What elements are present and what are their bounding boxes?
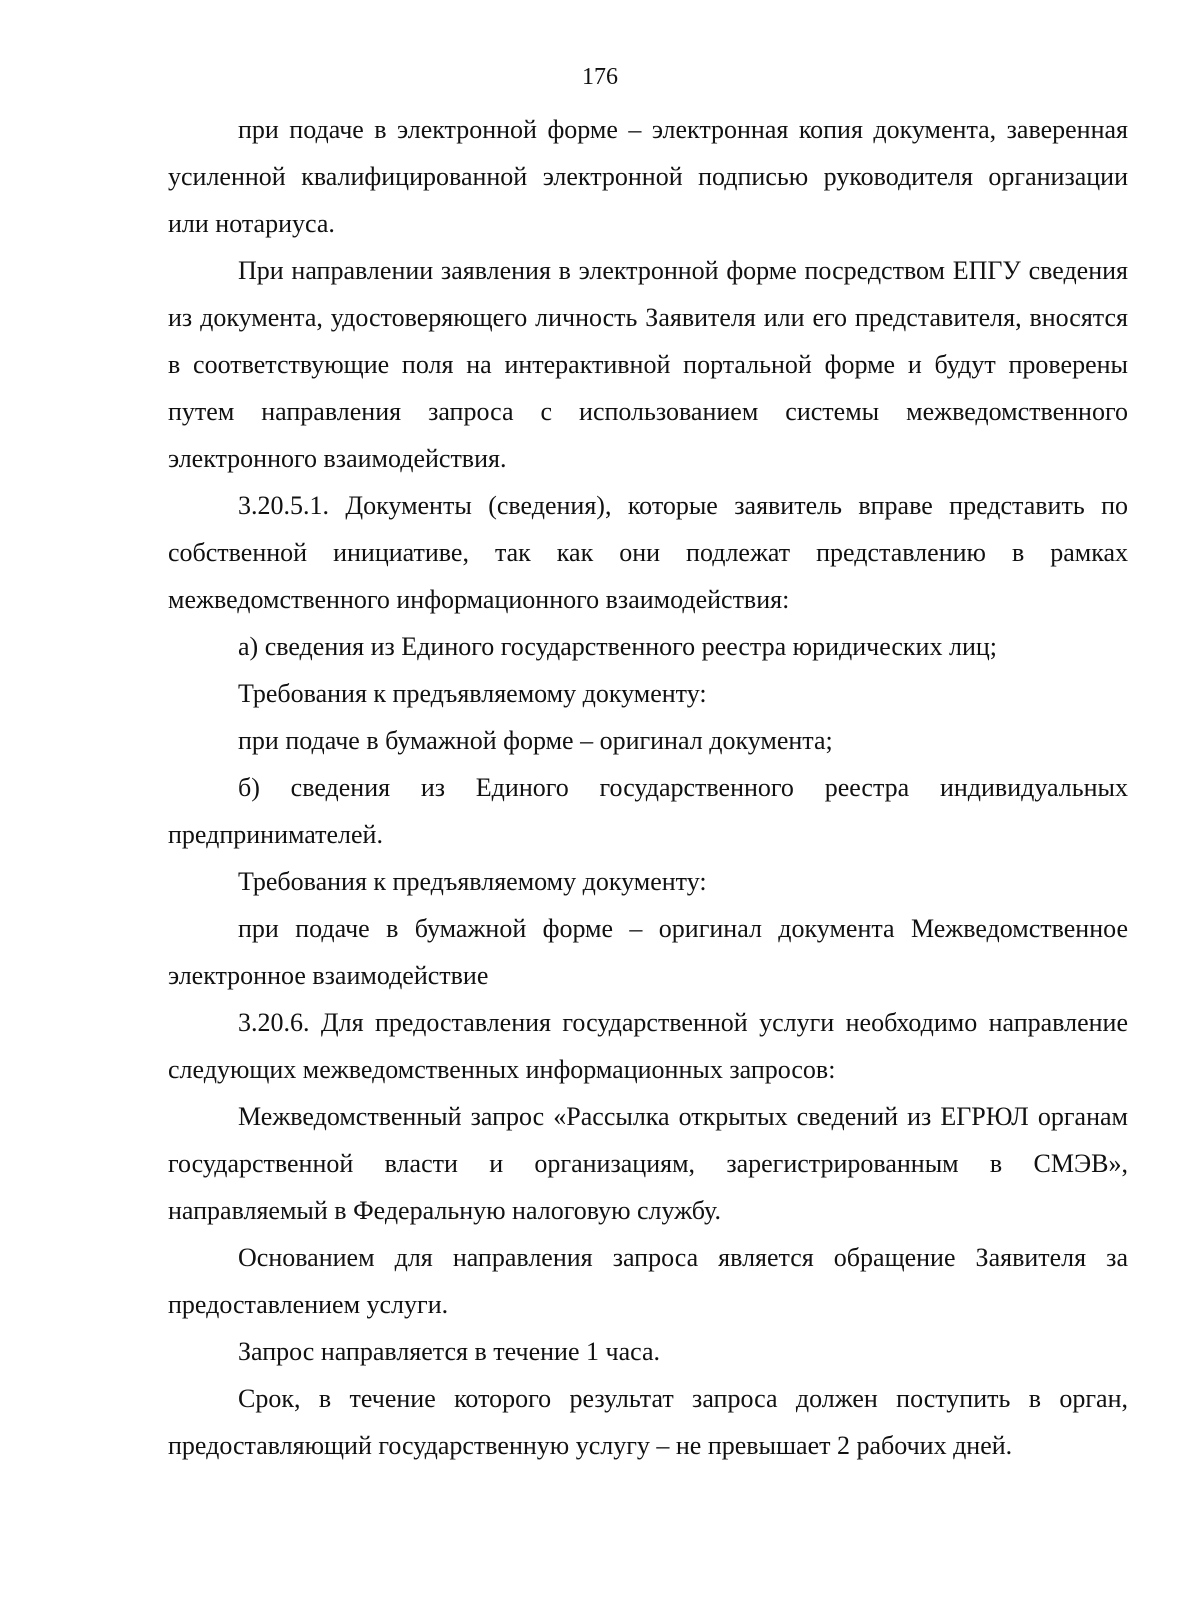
paragraph-section-3-20-6: 3.20.6. Для предоставления государственной услуги необходимо направление следующих межведомственных информационных запросов:: [168, 1008, 1128, 1084]
paragraph-request-basis: Основанием для направления запроса является обращение Заявителя за предоставлением услуги.: [168, 1243, 1128, 1319]
paragraph-paper-original: при подаче в бумажной форме – оригинал документа;: [238, 726, 833, 755]
paragraph-electronic-copy: при подаче в электронной форме – электронная копия документа, заверенная усиленной квалифицированной электронной подписью руководителя организации или нотариуса.: [168, 115, 1128, 238]
document-body: [168, 106, 1128, 1469]
page-number: 176: [582, 64, 618, 90]
list-item-egrip: б) сведения из Единого государственного реестра индивидуальных предпринимателей.: [168, 773, 1128, 849]
paragraph-interagency-request: Межведомственный запрос «Рассылка открытых сведений из ЕГРЮЛ органам государственной власти и организациям, зарегистрированным в СМЭВ», направляемый в Федеральную налоговую службу.: [168, 1102, 1128, 1225]
paragraph-paper-original-interagency: при подаче в бумажной форме – оригинал документа Межведомственное электронное взаимодействие: [168, 914, 1128, 990]
paragraph-epgu-application: При направлении заявления в электронной форме посредством ЕПГУ сведения из документа, удостоверяющего личность Заявителя или его представителя, вносятся в соответствующие поля на интерактивной портальной форме и будут проверены путем направления запроса с использованием системы межведомственного электронного взаимодействия.: [168, 256, 1128, 473]
paragraph-response-deadline: Срок, в течение которого результат запроса должен поступить в орган, предоставляющий государственную услугу – не превышает 2 рабочих дней.: [168, 1384, 1128, 1460]
paragraph-requirements: Требования к предъявляемому документу:: [238, 679, 707, 708]
paragraph-requirements: Требования к предъявляемому документу:: [238, 867, 707, 896]
list-item-egrul: а) сведения из Единого государственного реестра юридических лиц;: [238, 632, 998, 661]
paragraph-request-timing: Запрос направляется в течение 1 часа.: [238, 1337, 661, 1366]
paragraph-section-3-20-5-1: 3.20.5.1. Документы (сведения), которые заявитель вправе представить по собственной инициативе, так как они подлежат представлению в рамках межведомственного информационного взаимодействия:: [168, 491, 1128, 614]
